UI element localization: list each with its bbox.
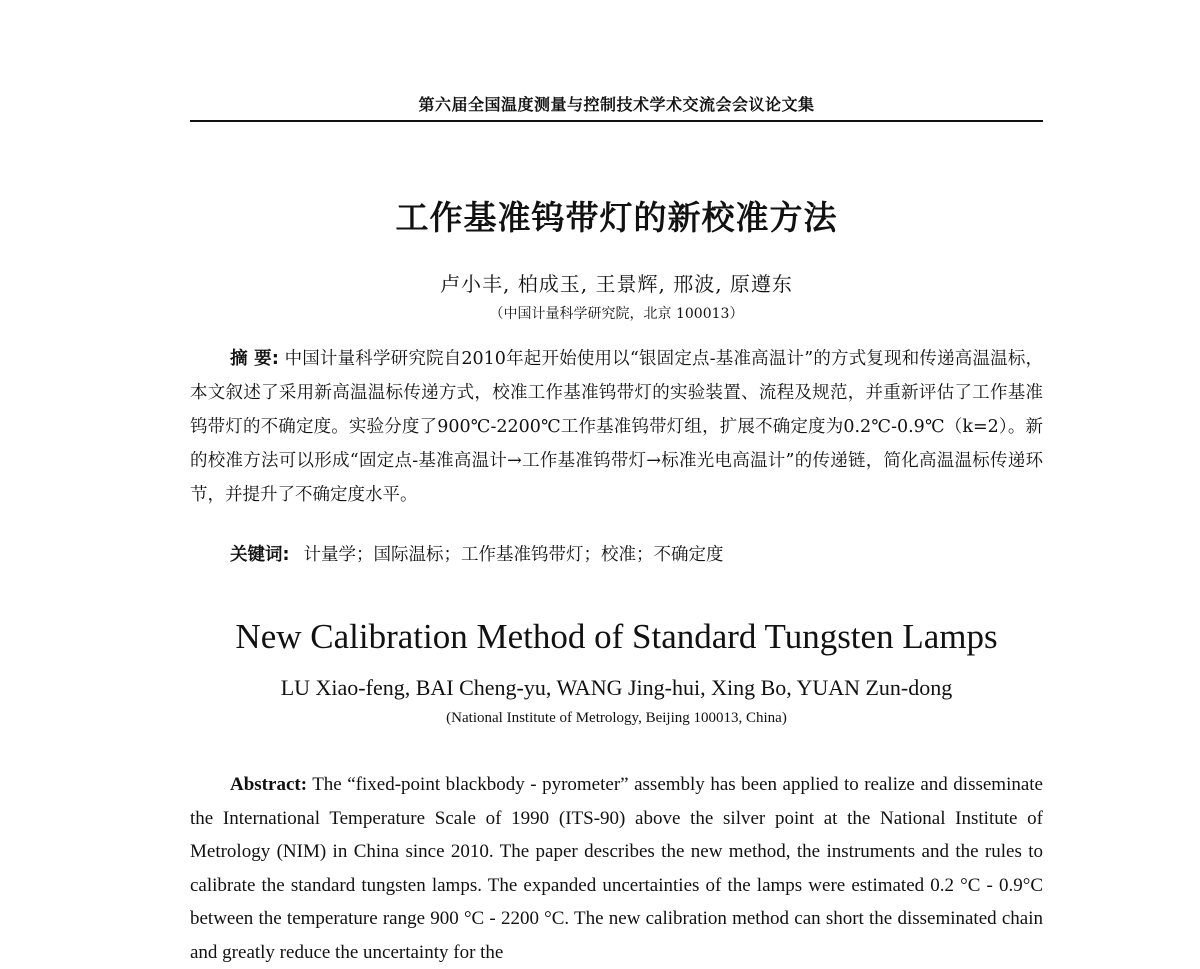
running-header: 第六届全国温度测量与控制技术学术交流会会议论文集 [418, 95, 815, 114]
chinese-affiliation: （中国计量科学研究院，北京 100013） [489, 306, 744, 322]
chinese-keywords [230, 541, 1043, 566]
english-abstract-label: Abstract: [230, 774, 308, 795]
chinese-authors: 卢小丰, 柏成玉, 王景辉, 邢波, 原遵东 [440, 272, 793, 296]
english-title: New Calibration Method of Standard Tungsten Lamps [235, 617, 998, 656]
chinese-abstract [190, 342, 1043, 512]
chinese-abstract-text: 中国计量科学研究院自2010年起开始使用以“银固定点-基准高温计”的方式复现和传递高温温标，本文叙述了采用新高温温标传递方式，校准工作基准钨带灯的实验装置、流程及规范，并重新评估了工作基准钨带灯的不确定度。实验分度了900℃-2200℃工作基准钨带灯组，扩展不确定度为0.2℃-0.9℃（k=2）。新的校准方法可以形成“固定点-基准高温计→工作基准钨带灯→标准光电高温计”的传递链，简化高温温标传递环节，并提升了不确定度水平。 [190, 349, 1044, 505]
chinese-title: 工作基准钨带灯的新校准方法 [395, 198, 838, 237]
chinese-abstract-label: 摘 要: [230, 349, 279, 369]
english-abstract-text: The “fixed-point blackbody - pyrometer” assembly has been applied to realize and disseminate the International Temperature Scale of 1990 (ITS-90) above the silver point at the National Institute of Metrology (NIM) in China since 2010. The paper describes the new method, the instruments and the rules to calibrate the standard tungsten lamps. The expanded uncertainties of the lamps were estimated 0.2 °C - 0.9°C between the temperature range 900 °C - 2200 °C. The new calibration method can short the disseminated chain and greatly reduce the uncertainty for the [190, 774, 1043, 963]
english-affiliation: (National Institute of Metrology, Beijing 100013, China) [446, 710, 787, 726]
header-divider [190, 120, 1043, 122]
chinese-keywords-text: 计量学；国际温标；工作基准钨带灯；校准；不确定度 [303, 545, 724, 565]
chinese-keywords-label: 关键词: [230, 545, 290, 565]
english-abstract [190, 768, 1043, 969]
english-authors: LU Xiao-feng, BAI Cheng-yu, WANG Jing-hui, Xing Bo, YUAN Zun-dong [280, 675, 953, 700]
